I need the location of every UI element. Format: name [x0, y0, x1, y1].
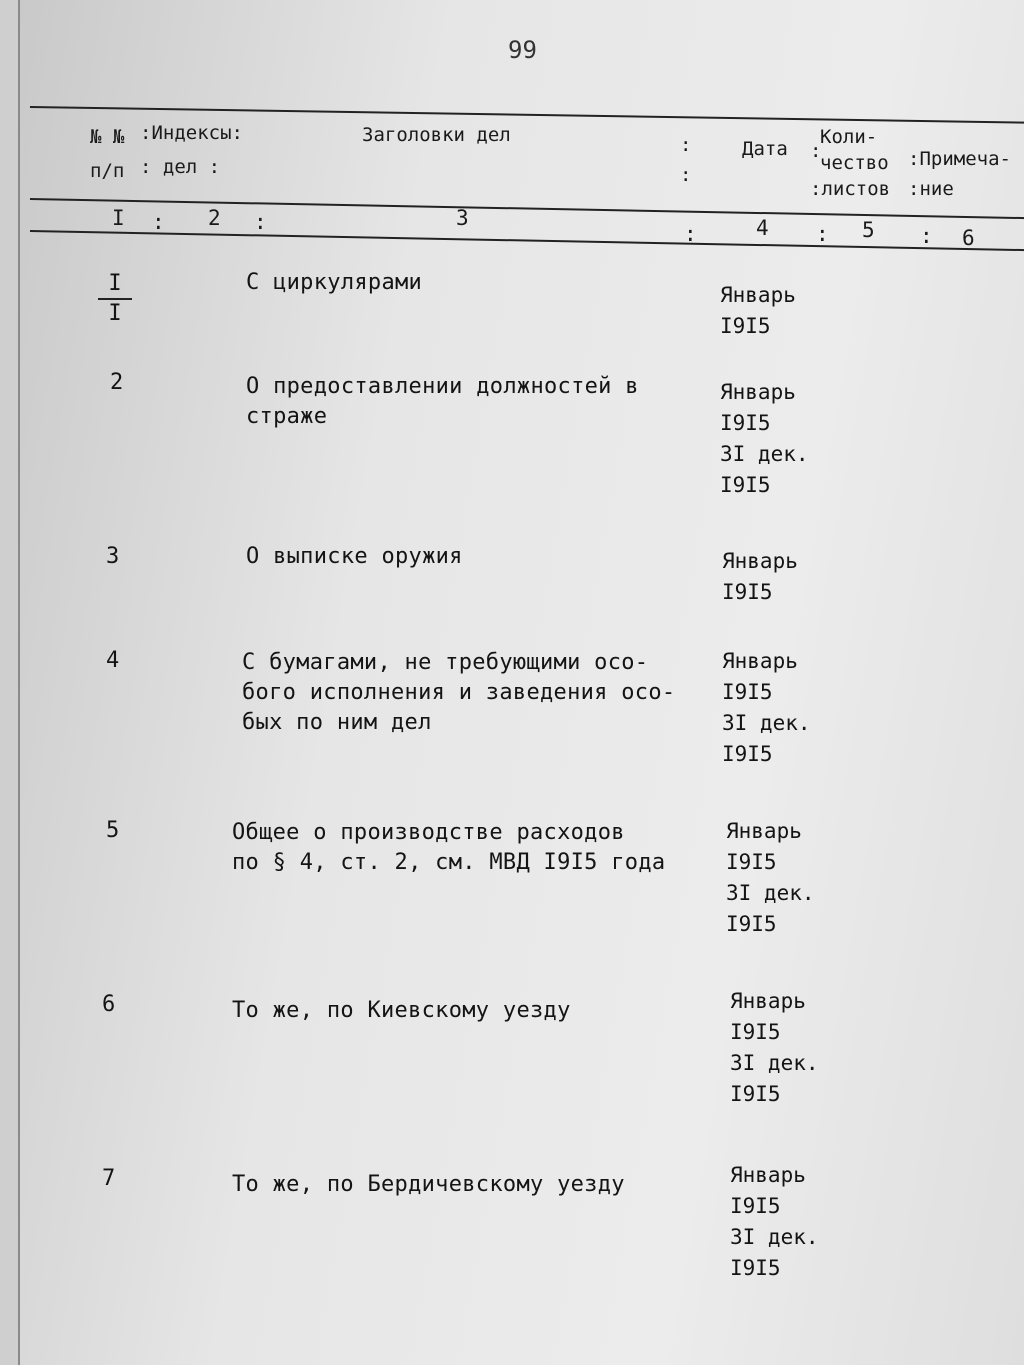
- header-count-label-2: чество: [820, 152, 889, 174]
- header-count-label-1: Коли-: [820, 126, 878, 148]
- row-number-top: I: [108, 271, 122, 296]
- row-date: [730, 986, 819, 1110]
- row-title-line: То же, по Киевскому уезду: [232, 998, 571, 1023]
- row-date: [720, 280, 796, 342]
- row-number: 2: [110, 370, 124, 395]
- row-date-line: I9I5: [722, 580, 773, 604]
- row-number: 7: [102, 1166, 116, 1191]
- row-date-line: I9I5: [730, 1082, 781, 1106]
- row-date-line: I9I5: [730, 1020, 781, 1044]
- header-date-label: Дата: [742, 138, 788, 160]
- row-date-line: I9I5: [730, 1256, 781, 1280]
- column-number: 6: [962, 226, 975, 250]
- row-date: [722, 546, 798, 608]
- row-title-line: О предоставлении должностей в: [246, 374, 639, 399]
- row-date-line: Январь: [730, 989, 806, 1013]
- fraction-bar: [98, 298, 132, 300]
- row-date: [720, 377, 809, 501]
- header-count-label-3: :листов: [810, 178, 891, 200]
- header-sep-3: :: [810, 140, 822, 162]
- row-date-line: I9I5: [722, 680, 773, 704]
- column-number: :: [684, 222, 697, 246]
- column-number: :: [816, 222, 829, 246]
- column-number: :: [920, 224, 933, 248]
- header-title-label: Заголовки дел: [362, 124, 511, 146]
- header-no-label-1: № №: [90, 126, 125, 148]
- column-numbers-rule: [30, 230, 1024, 251]
- row-title: [246, 268, 422, 298]
- header-sep-2: :: [680, 164, 692, 186]
- row-date-line: I9I5: [722, 742, 773, 766]
- row-title: [232, 996, 571, 1026]
- row-number: 5: [106, 818, 120, 843]
- row-title: [232, 818, 665, 878]
- row-title-line: С циркулярами: [246, 270, 423, 295]
- row-title-line: То же, по Бердичевскому уезду: [232, 1172, 625, 1197]
- row-date-line: I9I5: [730, 1194, 781, 1218]
- row-date: [726, 816, 815, 940]
- row-title-line: страже: [246, 404, 328, 429]
- row-date-line: Январь: [722, 549, 798, 573]
- row-title-line: бого исполнения и заведения осо-: [242, 680, 676, 705]
- header-index-label-2: : дел :: [140, 156, 221, 178]
- row-date-line: Январь: [730, 1163, 806, 1187]
- header-notes-label-1: :Примеча-: [908, 148, 1011, 170]
- row-date-line: I9I5: [720, 411, 771, 435]
- row-number: 6: [102, 992, 116, 1017]
- row-title-line: бых по ним дел: [242, 710, 432, 735]
- row-date-line: I9I5: [726, 912, 777, 936]
- row-title-line: по § 4, ст. 2, см. МВД I9I5 года: [232, 850, 666, 875]
- header-sep-1: :: [680, 134, 692, 156]
- document-page: [18, 0, 1024, 1365]
- row-date-line: 3I дек.: [726, 881, 815, 905]
- row-number: 4: [106, 648, 120, 673]
- row-date-line: I9I5: [726, 850, 777, 874]
- row-title-line: Общее о производстве расходов: [232, 820, 625, 845]
- column-number: 3: [456, 206, 469, 230]
- row-date: [730, 1160, 819, 1284]
- row-title: [246, 372, 639, 432]
- row-date-line: 3I дек.: [730, 1225, 819, 1249]
- column-number: :: [254, 210, 267, 234]
- row-date-line: I9I5: [720, 473, 771, 497]
- column-number: :: [152, 210, 165, 234]
- column-number: I: [112, 206, 125, 230]
- row-date-line: I9I5: [720, 314, 771, 338]
- row-title: [232, 1170, 625, 1200]
- row-date-line: Январь: [720, 380, 796, 404]
- row-date: [722, 646, 811, 770]
- column-number: 2: [208, 206, 221, 230]
- row-date-line: 3I дек.: [722, 711, 811, 735]
- row-date-line: 3I дек.: [720, 442, 809, 466]
- row-date-line: 3I дек.: [730, 1051, 819, 1075]
- row-date-line: Январь: [726, 819, 802, 843]
- column-number: 5: [862, 218, 875, 242]
- header-no-label-2: п/п: [90, 160, 125, 182]
- column-number: 4: [756, 216, 769, 240]
- row-title: [242, 648, 675, 738]
- row-date-line: Январь: [720, 283, 796, 307]
- row-date-line: Январь: [722, 649, 798, 673]
- row-title: [246, 542, 463, 572]
- row-number-fraction: [98, 272, 132, 326]
- row-title-line: С бумагами, не требующими осо-: [242, 650, 649, 675]
- header-index-label-1: :Индексы:: [140, 122, 243, 144]
- page-number: 99: [508, 36, 537, 64]
- row-title-line: О выписке оружия: [246, 544, 463, 569]
- row-number-bottom: I: [108, 301, 122, 326]
- header-notes-label-2: :ние: [908, 178, 954, 200]
- row-number: 3: [106, 544, 120, 569]
